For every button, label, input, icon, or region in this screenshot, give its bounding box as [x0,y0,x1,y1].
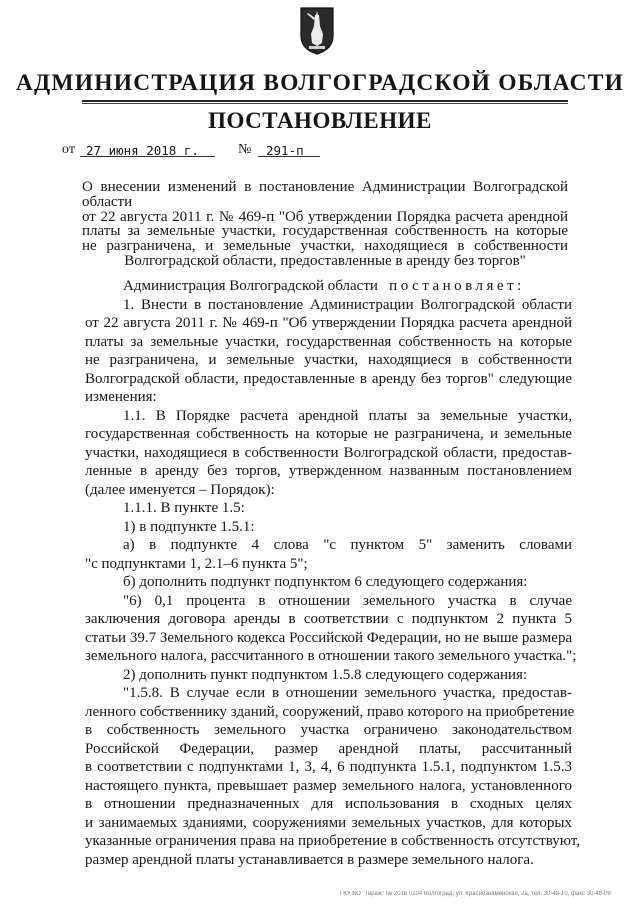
body-line: не разграничена, и земельные участки, находящиеся в собственности [85,352,572,368]
document-subject [82,180,568,269]
body-line: заключения договора аренды в соответствии с подпунктом 2 пункта 5 [85,611,572,627]
body-line: и занимаемых зданиями, сооружениями земельных участков, для которых [85,814,572,831]
number-underline [258,156,320,157]
preamble [85,277,572,296]
body-line: "6) 0,1 процента в отношении земельного участка в случае [123,592,572,609]
body-line: "с подпунктами 1, 2.1–6 пункта 5"; [85,555,308,572]
body-line: платы за земельные участки, государственная собственность на которые [85,333,572,350]
body-line: государственная собственность на которые не разграничена, и земельные [85,426,572,442]
body-line: Волгоградской области, предоставленные в аренду без торгов" следующие [85,370,572,387]
body-line: б) дополнить подпункт подпунктом 6 следующего содержания: [123,574,528,590]
body-line: 1.1. В Порядке расчета арендной платы за земельные участки, [123,407,572,424]
subject-line: от 22 августа 2011 г. № 469-п "Об утверждении Порядка расчета арендной [82,208,568,225]
body-line: в соответствии с подпунктами 1, 3, 4, 6 подпункта 1.5.1, подпунктом 1.5.3 [85,759,572,775]
subject-line: не разграничена, и земельные участки, находящиеся в собственности [82,238,568,255]
body-line: "1.5.8. В случае если в отношении земельного участка, предостав- [123,685,572,701]
body-line: размер арендной платы устанавливается в размере земельного налога. [85,851,534,868]
body-line: а) в подпункте 4 слова "с пунктом 5" заменить словами [123,537,572,553]
date-prefix: от [62,142,75,157]
body-line: в собственность земельного участка ограничено законодательством [85,722,572,738]
number-prefix: № [238,142,252,157]
body-line: настоящего пункта, превышает размер земельного налога, установленного [85,777,572,794]
body-line: земельного налога, рассчитанного в отношении такого земельного участка."; [85,648,577,664]
body-line: Российской Федерации, размер арендной платы, рассчитанный [85,740,572,757]
header-rule-thin [82,103,568,104]
body-line: участки, находящиеся в собственности Волгоградской области, предостав- [85,444,572,461]
subject-line: Волгоградской области, предоставленные в аренду без торгов" [124,252,526,269]
date-underline [80,156,215,157]
body-line: ленные в аренду без торгов, утвержденном названным постановлением [85,463,572,479]
subject-line: платы за земельные участки, государственная собственность на которые [82,223,568,240]
document-body [85,277,580,869]
preamble-text: Администрация Волгоградской области [123,278,378,294]
volgograd-emblem-icon [298,6,336,56]
body-line: в отношении предназначенных для использования в сходных целях [85,796,572,812]
body-line: (далее именуется – Порядок): [85,481,275,498]
body-line: ленного собственнику зданий, сооружений, право которого на приобретение [85,703,575,720]
preamble-action: постановляет: [389,278,525,294]
document-type: ПОСТАНОВЛЕНИЕ [208,108,432,133]
subject-line: О внесении изменений в постановление Администрации Волгоградской области [82,179,568,210]
body-line: статьи 39.7 Земельного кодекса Российской Федерации, но не выше размера [85,629,573,646]
body-line: от 22 августа 2011 г. № 469-п "Об утверждении Порядка расчета арендной [85,315,572,331]
body-line: 1. Внести в постановление Администрации Волгоградской области [123,296,572,313]
agency-name: АДМИНИСТРАЦИЯ ВОЛГОГРАДСКОЙ ОБЛАСТИ [15,70,625,96]
body-line: 1) в подпункте 1.5.1: [123,518,255,535]
print-footer: ГКУ ВО "Тираж" № 2018 0104 Волгоград, ул. Краснознаменская, 2а, тел. 30-48-10, факс 30-48-09 [340,891,611,897]
document-date: 27 июня 2018 г. [86,143,199,158]
body-line: указанные ограничения права на приобретение в собственность отсутствуют, [85,833,580,849]
body-line: 2) дополнить пункт подпунктом 1.5.8 следующего содержания: [123,666,528,683]
body-line: 1.1.1. В пункте 1.5: [123,500,245,516]
document-number: 291-п [266,143,304,158]
body-line: изменения: [85,389,157,405]
header-rule [82,100,568,102]
